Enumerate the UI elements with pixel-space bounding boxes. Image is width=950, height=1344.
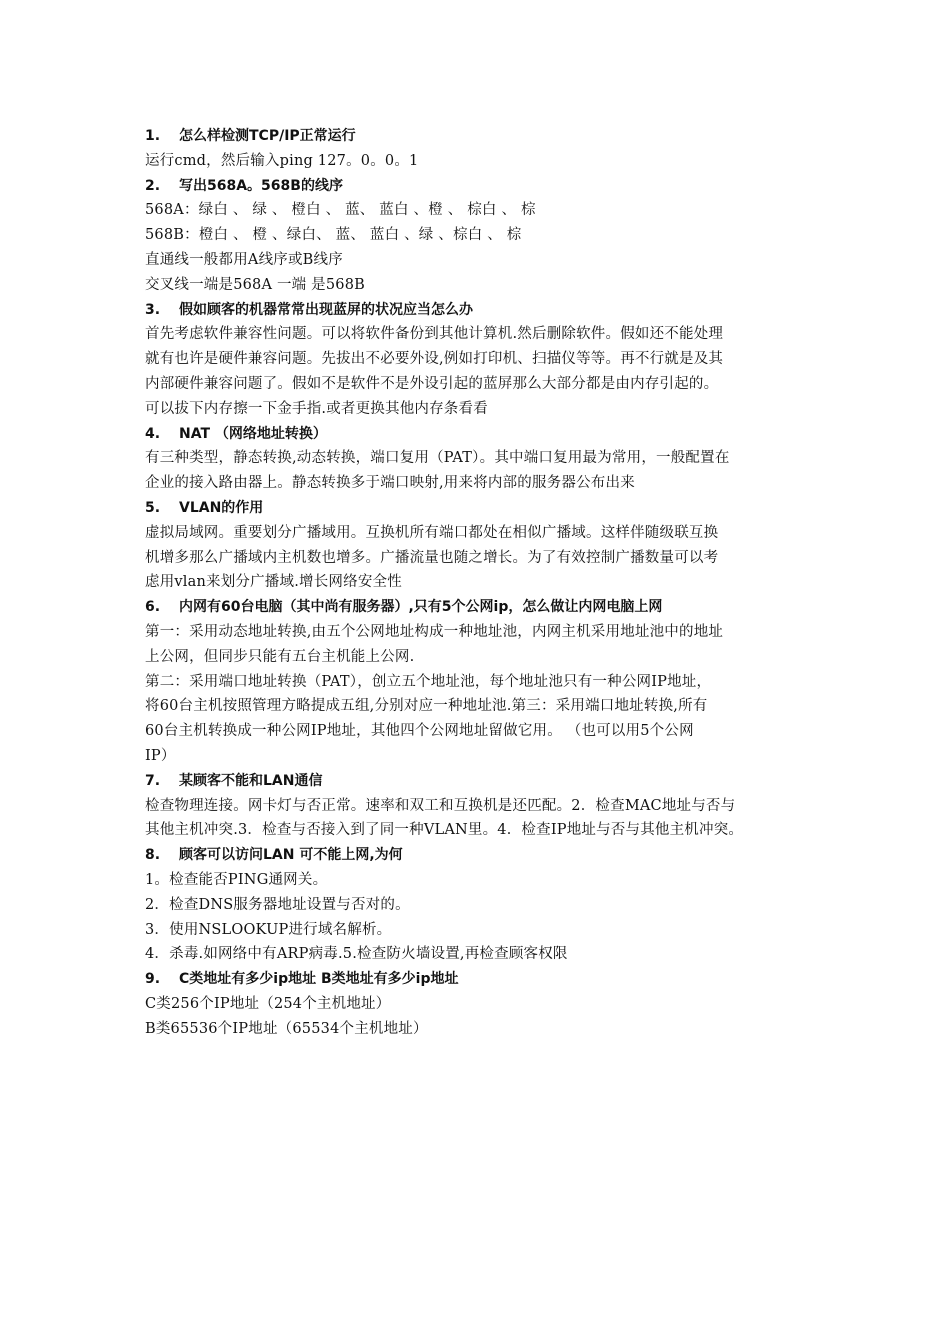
section-text-line: 第二：采用端口地址转换（PAT），创立五个地址池，每个地址池只有一种公网IP地址， xyxy=(145,673,712,690)
section-heading xyxy=(145,843,813,868)
section-heading xyxy=(145,124,813,149)
section-heading xyxy=(145,174,813,199)
section-text-line: 568A：绿白 、 绿 、 橙白 、 蓝、 蓝白 、橙 、 棕白 、 棕 xyxy=(145,202,536,219)
section-text-line: B类65536个IP地址（65534个主机地址） xyxy=(145,1020,428,1037)
section-number: 6. xyxy=(145,599,161,616)
section-text-line: C类256个IP地址（254个主机地址） xyxy=(145,995,391,1012)
section-text-line: 就有也许是硬件兼容问题。先拔出不必要外设,例如打印机、扫描仪等等。再不行就是及其 xyxy=(145,351,724,368)
section-heading xyxy=(145,967,813,992)
document-body xyxy=(145,124,813,1041)
section-heading xyxy=(145,422,813,447)
section-text-line: 将60台主机按照管理方略提成五组,分别对应一种地址池.第三：采用端口地址转换,所有 xyxy=(145,698,708,715)
section-text-line: 3．使用NSLOOKUP进行域名解析。 xyxy=(145,921,392,938)
section-text-line: 568B：橙白 、 橙 、绿白、 蓝、 蓝白 、绿 、棕白 、 棕 xyxy=(145,227,522,244)
section-heading xyxy=(145,769,813,794)
section-title: 某顾客不能和LAN通信 xyxy=(179,772,323,789)
section-number: 9. xyxy=(145,971,161,988)
section-text-line: 60台主机转换成一种公网IP地址，其他四个公网地址留做它用。 （也可以用5个公网 xyxy=(145,723,694,740)
section-text-line: 企业的接入路由器上。静态转换多于端口映射,用来将内部的服务器公布出来 xyxy=(145,475,635,492)
section-number: 4. xyxy=(145,425,161,442)
section-text-line: 可以拔下内存擦一下金手指.或者更换其他内存条看看 xyxy=(145,400,488,417)
section-text-line: 第一：采用动态地址转换,由五个公网地址构成一种地址池，内网主机采用地址池中的地址 xyxy=(145,623,724,640)
section-text-line: 2．检查DNS服务器地址设置与否对的。 xyxy=(145,896,410,913)
section-text-line: 首先考虑软件兼容性问题。可以将软件备份到其他计算机.然后删除软件。假如还不能处理 xyxy=(145,326,724,343)
section-heading xyxy=(145,496,813,521)
section-text-line: 交叉线一端是568A 一端 是568B xyxy=(145,276,365,293)
section-number: 1. xyxy=(145,128,161,144)
section-text-line: IP） xyxy=(145,747,176,764)
section-text-line: 其他主机冲突.3．检查与否接入到了同一种VLAN里。4．检查IP地址与否与其他主机冲突。 xyxy=(145,822,744,839)
section-heading xyxy=(145,298,813,323)
section-title: 顾客可以访问LAN 可不能上网,为何 xyxy=(179,847,403,864)
section-number: 5. xyxy=(145,499,161,516)
section-text-line: 虑用vlan来划分广播域.增长网络安全性 xyxy=(145,574,402,591)
section-number: 7. xyxy=(145,772,161,789)
section-text-line: 上公网，但同步只能有五台主机能上公网. xyxy=(145,648,415,665)
section-number: 3. xyxy=(145,301,161,318)
section-text-line: 运行cmd，然后输入ping 127。0。0。1 xyxy=(145,152,419,169)
section-title: 怎么样检测TCP/IP正常运行 xyxy=(179,128,356,144)
section-text-line: 虚拟局域网。重要划分广播域用。互换机所有端口都处在相似广播域。这样伴随级联互换 xyxy=(145,524,719,541)
section-text-line: 1。检查能否PING通网关。 xyxy=(145,871,328,888)
section-title: 假如顾客的机器常常出现蓝屏的状况应当怎么办 xyxy=(179,301,473,318)
section-text-line: 直通线一般都用A线序或B线序 xyxy=(145,251,343,268)
section-title: 内网有60台电脑（其中尚有服务器）,只有5个公网ip，怎么做让内网电脑上网 xyxy=(179,599,663,616)
section-title: 写出568A。568B的线序 xyxy=(179,177,343,194)
section-title: C类地址有多少ip地址 B类地址有多少ip地址 xyxy=(179,971,459,988)
section-text-line: 内部硬件兼容问题了。假如不是软件不是外设引起的蓝屏那么大部分都是由内存引起的。 xyxy=(145,375,719,392)
section-text-line: 检查物理连接。网卡灯与否正常。速率和双工和互换机是还匹配。2．检查MAC地址与否与 xyxy=(145,797,736,814)
section-title: VLAN的作用 xyxy=(179,499,264,516)
section-text-line: 4．杀毒.如网络中有ARP病毒.5.检查防火墙设置,再检查顾客权限 xyxy=(145,946,568,963)
section-number: 8. xyxy=(145,847,161,864)
section-heading xyxy=(145,595,813,620)
section-text-line: 机增多那么广播域内主机数也增多。广播流量也随之增长。为了有效控制广播数量可以考 xyxy=(145,549,719,566)
section-text-line: 有三种类型，静态转换,动态转换，端口复用（PAT）。其中端口复用最为常用，一般配置在 xyxy=(145,450,730,467)
section-number: 2. xyxy=(145,177,161,194)
section-title: NAT （网络地址转换） xyxy=(179,425,327,442)
